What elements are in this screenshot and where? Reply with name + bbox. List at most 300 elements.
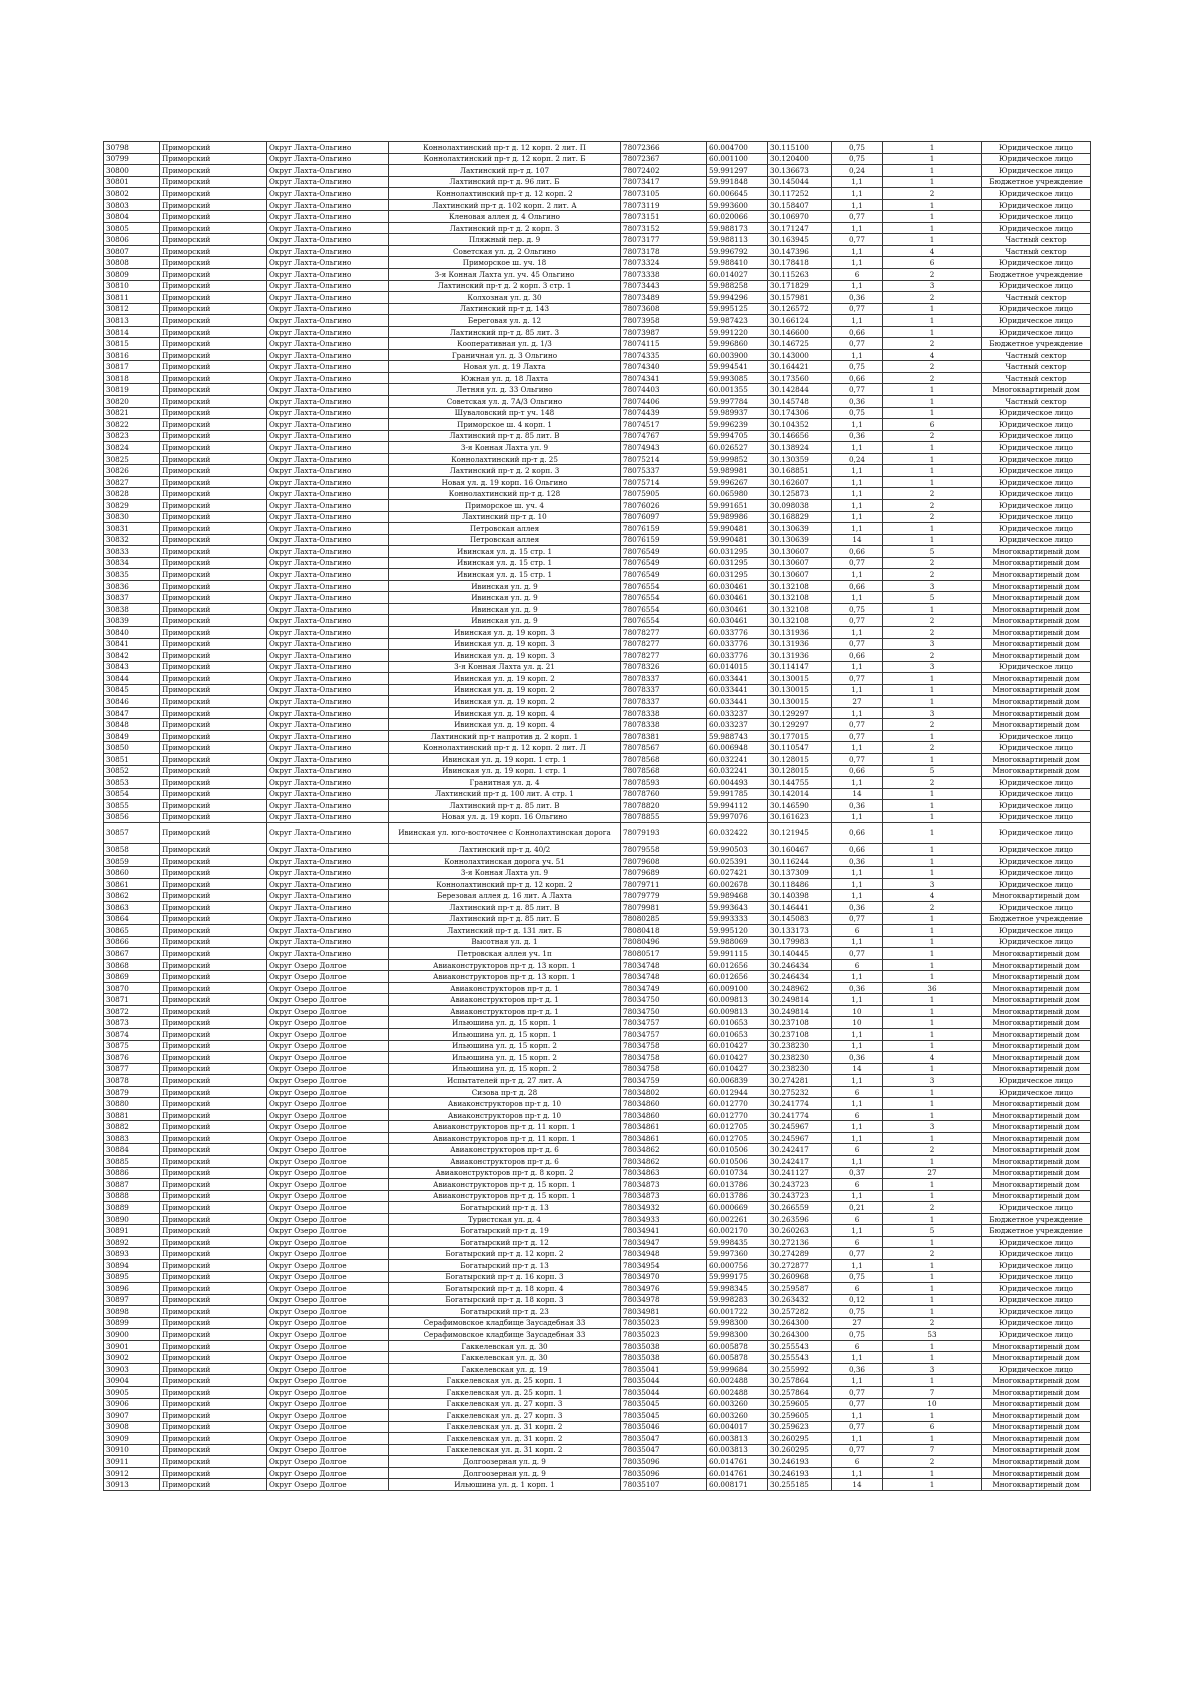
owner-type-cell: Юридическое лицо bbox=[982, 511, 1091, 523]
table-row bbox=[104, 245, 1091, 257]
owner-type-cell: Юридическое лицо bbox=[982, 165, 1091, 177]
longitude-cell: 30.238230 bbox=[768, 1052, 832, 1064]
code-cell: 78079689 bbox=[621, 867, 707, 879]
count-cell: 1 bbox=[883, 823, 982, 844]
owner-type-cell: Юридическое лицо bbox=[982, 1294, 1091, 1306]
longitude-cell: 30.117252 bbox=[768, 188, 832, 200]
code-cell: 78073489 bbox=[621, 292, 707, 304]
owner-type-cell: Юридическое лицо bbox=[982, 777, 1091, 789]
municipal-cell: Округ Лахта-Ольгино bbox=[267, 326, 389, 338]
area-cell: 0,77 bbox=[832, 1421, 883, 1433]
district-cell: Приморский bbox=[160, 902, 267, 914]
table-row bbox=[104, 592, 1091, 604]
owner-type-cell: Бюджетное учреждение bbox=[982, 1213, 1091, 1225]
owner-type-cell: Юридическое лицо bbox=[982, 742, 1091, 754]
table-row bbox=[104, 1375, 1091, 1387]
row-id-cell: 30843 bbox=[104, 661, 160, 673]
municipal-cell: Округ Лахта-Ольгино bbox=[267, 800, 389, 812]
municipal-cell: Округ Озеро Долгое bbox=[267, 1144, 389, 1156]
code-cell: 78035045 bbox=[621, 1410, 707, 1422]
count-cell: 1 bbox=[883, 534, 982, 546]
row-id-cell: 30818 bbox=[104, 372, 160, 384]
row-id-cell: 30884 bbox=[104, 1144, 160, 1156]
municipal-cell: Округ Лахта-Ольгино bbox=[267, 753, 389, 765]
address-cell: Долгоозерная ул. д. 9 bbox=[389, 1456, 621, 1468]
longitude-cell: 30.118486 bbox=[768, 878, 832, 890]
municipal-cell: Округ Озеро Долгое bbox=[267, 1283, 389, 1295]
longitude-cell: 30.136673 bbox=[768, 165, 832, 177]
latitude-cell: 60.033776 bbox=[707, 638, 768, 650]
longitude-cell: 30.130639 bbox=[768, 534, 832, 546]
longitude-cell: 30.130607 bbox=[768, 557, 832, 569]
table-row bbox=[104, 465, 1091, 477]
count-cell: 1 bbox=[883, 844, 982, 856]
count-cell: 1 bbox=[883, 1156, 982, 1168]
code-cell: 78034748 bbox=[621, 959, 707, 971]
code-cell: 78076554 bbox=[621, 603, 707, 615]
owner-type-cell: Юридическое лицо bbox=[982, 1329, 1091, 1341]
count-cell: 4 bbox=[883, 349, 982, 361]
latitude-cell: 60.010427 bbox=[707, 1052, 768, 1064]
code-cell: 78073443 bbox=[621, 280, 707, 292]
longitude-cell: 30.171829 bbox=[768, 280, 832, 292]
area-cell: 0,75 bbox=[832, 142, 883, 154]
district-cell: Приморский bbox=[160, 1225, 267, 1237]
count-cell: 4 bbox=[883, 245, 982, 257]
owner-type-cell: Юридическое лицо bbox=[982, 257, 1091, 269]
district-cell: Приморский bbox=[160, 1063, 267, 1075]
area-cell: 0,36 bbox=[832, 800, 883, 812]
row-id-cell: 30892 bbox=[104, 1236, 160, 1248]
longitude-cell: 30.130639 bbox=[768, 523, 832, 535]
municipal-cell: Округ Озеро Долгое bbox=[267, 1190, 389, 1202]
address-cell: Гаккелевская ул. д. 27 корп. 3 bbox=[389, 1410, 621, 1422]
longitude-cell: 30.274289 bbox=[768, 1248, 832, 1260]
municipal-cell: Округ Озеро Долгое bbox=[267, 1294, 389, 1306]
owner-type-cell: Юридическое лицо bbox=[982, 867, 1091, 879]
district-cell: Приморский bbox=[160, 465, 267, 477]
municipal-cell: Округ Лахта-Ольгино bbox=[267, 557, 389, 569]
row-id-cell: 30902 bbox=[104, 1352, 160, 1364]
district-cell: Приморский bbox=[160, 257, 267, 269]
address-cell: Серафимовское кладбище Заусадебная 33 bbox=[389, 1329, 621, 1341]
district-cell: Приморский bbox=[160, 338, 267, 350]
table-row bbox=[104, 1202, 1091, 1214]
code-cell: 78035038 bbox=[621, 1352, 707, 1364]
code-cell: 78073152 bbox=[621, 222, 707, 234]
table-row bbox=[104, 1259, 1091, 1271]
longitude-cell: 30.140398 bbox=[768, 890, 832, 902]
table-row bbox=[104, 557, 1091, 569]
code-cell: 78080418 bbox=[621, 925, 707, 937]
code-cell: 78074340 bbox=[621, 361, 707, 373]
owner-type-cell: Многоквартирный дом bbox=[982, 638, 1091, 650]
longitude-cell: 30.145044 bbox=[768, 176, 832, 188]
code-cell: 78073119 bbox=[621, 199, 707, 211]
row-id-cell: 30908 bbox=[104, 1421, 160, 1433]
latitude-cell: 60.032422 bbox=[707, 823, 768, 844]
row-id-cell: 30855 bbox=[104, 800, 160, 812]
count-cell: 5 bbox=[883, 1225, 982, 1237]
code-cell: 78074335 bbox=[621, 349, 707, 361]
area-cell: 6 bbox=[832, 1109, 883, 1121]
longitude-cell: 30.146725 bbox=[768, 338, 832, 350]
code-cell: 78075337 bbox=[621, 465, 707, 477]
latitude-cell: 59.993643 bbox=[707, 902, 768, 914]
table-row bbox=[104, 326, 1091, 338]
latitude-cell: 59.997076 bbox=[707, 811, 768, 823]
count-cell: 1 bbox=[883, 1236, 982, 1248]
area-cell: 1,1 bbox=[832, 1225, 883, 1237]
code-cell: 78034970 bbox=[621, 1271, 707, 1283]
municipal-cell: Округ Лахта-Ольгино bbox=[267, 534, 389, 546]
row-id-cell: 30883 bbox=[104, 1132, 160, 1144]
latitude-cell: 59.991297 bbox=[707, 165, 768, 177]
table-row bbox=[104, 1444, 1091, 1456]
longitude-cell: 30.260295 bbox=[768, 1444, 832, 1456]
code-cell: 78078337 bbox=[621, 684, 707, 696]
table-row bbox=[104, 603, 1091, 615]
latitude-cell: 60.003813 bbox=[707, 1444, 768, 1456]
code-cell: 78034941 bbox=[621, 1225, 707, 1237]
table-row bbox=[104, 948, 1091, 960]
row-id-cell: 30836 bbox=[104, 580, 160, 592]
district-cell: Приморский bbox=[160, 1294, 267, 1306]
code-cell: 78079981 bbox=[621, 902, 707, 914]
code-cell: 78078855 bbox=[621, 811, 707, 823]
area-cell: 0,77 bbox=[832, 615, 883, 627]
table-row bbox=[104, 855, 1091, 867]
district-cell: Приморский bbox=[160, 1259, 267, 1271]
row-id-cell: 30821 bbox=[104, 407, 160, 419]
row-id-cell: 30905 bbox=[104, 1386, 160, 1398]
latitude-cell: 60.033237 bbox=[707, 719, 768, 731]
code-cell: 78072367 bbox=[621, 153, 707, 165]
count-cell: 5 bbox=[883, 546, 982, 558]
row-id-cell: 30851 bbox=[104, 753, 160, 765]
municipal-cell: Округ Озеро Долгое bbox=[267, 1236, 389, 1248]
area-cell: 6 bbox=[832, 1236, 883, 1248]
municipal-cell: Округ Озеро Долгое bbox=[267, 1052, 389, 1064]
count-cell: 1 bbox=[883, 1283, 982, 1295]
row-id-cell: 30856 bbox=[104, 811, 160, 823]
municipal-cell: Округ Лахта-Ольгино bbox=[267, 742, 389, 754]
count-cell: 2 bbox=[883, 499, 982, 511]
latitude-cell: 60.010506 bbox=[707, 1144, 768, 1156]
district-cell: Приморский bbox=[160, 372, 267, 384]
owner-type-cell: Юридическое лицо bbox=[982, 315, 1091, 327]
longitude-cell: 30.157981 bbox=[768, 292, 832, 304]
count-cell: 7 bbox=[883, 1386, 982, 1398]
row-id-cell: 30815 bbox=[104, 338, 160, 350]
table-row bbox=[104, 696, 1091, 708]
owner-type-cell: Многоквартирный дом bbox=[982, 684, 1091, 696]
area-cell: 1,1 bbox=[832, 188, 883, 200]
count-cell: 2 bbox=[883, 1317, 982, 1329]
longitude-cell: 30.138924 bbox=[768, 442, 832, 454]
count-cell: 1 bbox=[883, 176, 982, 188]
owner-type-cell: Юридическое лицо bbox=[982, 465, 1091, 477]
municipal-cell: Округ Лахта-Ольгино bbox=[267, 303, 389, 315]
row-id-cell: 30835 bbox=[104, 569, 160, 581]
row-id-cell: 30804 bbox=[104, 211, 160, 223]
district-cell: Приморский bbox=[160, 878, 267, 890]
table-row bbox=[104, 811, 1091, 823]
longitude-cell: 30.168829 bbox=[768, 511, 832, 523]
longitude-cell: 30.130607 bbox=[768, 546, 832, 558]
count-cell: 53 bbox=[883, 1329, 982, 1341]
area-cell: 6 bbox=[832, 925, 883, 937]
address-cell: Ивинская ул. д. 19 корп. 3 bbox=[389, 650, 621, 662]
municipal-cell: Округ Лахта-Ольгино bbox=[267, 199, 389, 211]
longitude-cell: 30.114147 bbox=[768, 661, 832, 673]
longitude-cell: 30.132108 bbox=[768, 580, 832, 592]
municipal-cell: Округ Лахта-Ольгино bbox=[267, 465, 389, 477]
row-id-cell: 30906 bbox=[104, 1398, 160, 1410]
municipal-cell: Округ Лахта-Ольгино bbox=[267, 626, 389, 638]
count-cell: 1 bbox=[883, 465, 982, 477]
count-cell: 3 bbox=[883, 1363, 982, 1375]
table-row bbox=[104, 1167, 1091, 1179]
longitude-cell: 30.260968 bbox=[768, 1271, 832, 1283]
code-cell: 78034954 bbox=[621, 1259, 707, 1271]
longitude-cell: 30.238230 bbox=[768, 1063, 832, 1075]
row-id-cell: 30875 bbox=[104, 1040, 160, 1052]
row-id-cell: 30894 bbox=[104, 1259, 160, 1271]
owner-type-cell: Многоквартирный дом bbox=[982, 959, 1091, 971]
address-cell: Ивинская ул. д. 9 bbox=[389, 580, 621, 592]
district-cell: Приморский bbox=[160, 1248, 267, 1260]
municipal-cell: Округ Озеро Долгое bbox=[267, 1329, 389, 1341]
address-cell: Лахтинский пр-т д. 143 bbox=[389, 303, 621, 315]
municipal-cell: Округ Озеро Долгое bbox=[267, 1202, 389, 1214]
table-row bbox=[104, 1179, 1091, 1191]
code-cell: 78075905 bbox=[621, 488, 707, 500]
table-row bbox=[104, 742, 1091, 754]
district-cell: Приморский bbox=[160, 407, 267, 419]
address-cell: Долгоозерная ул. д. 9 bbox=[389, 1467, 621, 1479]
municipal-cell: Округ Лахта-Ольгино bbox=[267, 913, 389, 925]
address-cell: Гаккелевская ул. д. 31 корп. 2 bbox=[389, 1433, 621, 1445]
table-row bbox=[104, 1040, 1091, 1052]
district-cell: Приморский bbox=[160, 765, 267, 777]
latitude-cell: 60.012944 bbox=[707, 1086, 768, 1098]
longitude-cell: 30.246193 bbox=[768, 1467, 832, 1479]
table-row bbox=[104, 913, 1091, 925]
latitude-cell: 59.988258 bbox=[707, 280, 768, 292]
municipal-cell: Округ Лахта-Ольгино bbox=[267, 419, 389, 431]
owner-type-cell: Частный сектор bbox=[982, 292, 1091, 304]
code-cell: 78076554 bbox=[621, 615, 707, 627]
latitude-cell: 60.006645 bbox=[707, 188, 768, 200]
longitude-cell: 30.130015 bbox=[768, 684, 832, 696]
longitude-cell: 30.257864 bbox=[768, 1386, 832, 1398]
municipal-cell: Округ Лахта-Ольгино bbox=[267, 523, 389, 535]
municipal-cell: Округ Лахта-Ольгино bbox=[267, 499, 389, 511]
table-row bbox=[104, 1294, 1091, 1306]
count-cell: 3 bbox=[883, 1121, 982, 1133]
address-cell: Гаккелевская ул. д. 19 bbox=[389, 1363, 621, 1375]
address-cell: Коннолахтинский пр-т д. 128 bbox=[389, 488, 621, 500]
latitude-cell: 59.993333 bbox=[707, 913, 768, 925]
district-cell: Приморский bbox=[160, 1167, 267, 1179]
count-cell: 2 bbox=[883, 902, 982, 914]
municipal-cell: Округ Лахта-Ольгино bbox=[267, 176, 389, 188]
code-cell: 78078820 bbox=[621, 800, 707, 812]
row-id-cell: 30866 bbox=[104, 936, 160, 948]
area-cell: 27 bbox=[832, 696, 883, 708]
area-cell: 6 bbox=[832, 1456, 883, 1468]
count-cell: 1 bbox=[883, 1005, 982, 1017]
table-row bbox=[104, 1271, 1091, 1283]
count-cell: 3 bbox=[883, 878, 982, 890]
address-cell: Ивинская ул. д. 19 корп. 2 bbox=[389, 673, 621, 685]
code-cell: 78034759 bbox=[621, 1075, 707, 1087]
code-cell: 78080517 bbox=[621, 948, 707, 960]
area-cell: 0,77 bbox=[832, 673, 883, 685]
longitude-cell: 30.237108 bbox=[768, 1029, 832, 1041]
longitude-cell: 30.179983 bbox=[768, 936, 832, 948]
district-cell: Приморский bbox=[160, 1098, 267, 1110]
address-cell: Коннолахтинский пр-т д. 25 bbox=[389, 453, 621, 465]
municipal-cell: Округ Лахта-Ольгино bbox=[267, 349, 389, 361]
table-row bbox=[104, 1479, 1091, 1491]
district-cell: Приморский bbox=[160, 1086, 267, 1098]
owner-type-cell: Многоквартирный дом bbox=[982, 971, 1091, 983]
count-cell: 3 bbox=[883, 707, 982, 719]
district-cell: Приморский bbox=[160, 603, 267, 615]
code-cell: 78035045 bbox=[621, 1398, 707, 1410]
owner-type-cell: Юридическое лицо bbox=[982, 142, 1091, 154]
district-cell: Приморский bbox=[160, 476, 267, 488]
owner-type-cell: Многоквартирный дом bbox=[982, 1179, 1091, 1191]
owner-type-cell: Многоквартирный дом bbox=[982, 569, 1091, 581]
district-cell: Приморский bbox=[160, 913, 267, 925]
owner-type-cell: Юридическое лицо bbox=[982, 1259, 1091, 1271]
code-cell: 78074403 bbox=[621, 384, 707, 396]
longitude-cell: 30.104352 bbox=[768, 419, 832, 431]
table-row bbox=[104, 569, 1091, 581]
code-cell: 78034757 bbox=[621, 1029, 707, 1041]
address-cell: Ивинская ул. д. 9 bbox=[389, 603, 621, 615]
latitude-cell: 60.014027 bbox=[707, 269, 768, 281]
latitude-cell: 59.996239 bbox=[707, 419, 768, 431]
row-id-cell: 30865 bbox=[104, 925, 160, 937]
owner-type-cell: Частный сектор bbox=[982, 396, 1091, 408]
municipal-cell: Округ Лахта-Ольгино bbox=[267, 280, 389, 292]
owner-type-cell: Многоквартирный дом bbox=[982, 1052, 1091, 1064]
code-cell: 78076549 bbox=[621, 546, 707, 558]
address-cell: Ивинская ул. д. 15 стр. 1 bbox=[389, 557, 621, 569]
table-row bbox=[104, 153, 1091, 165]
table-body bbox=[104, 142, 1091, 1491]
latitude-cell: 59.999684 bbox=[707, 1363, 768, 1375]
latitude-cell: 60.010427 bbox=[707, 1063, 768, 1075]
district-cell: Приморский bbox=[160, 534, 267, 546]
latitude-cell: 59.991785 bbox=[707, 788, 768, 800]
area-cell: 6 bbox=[832, 959, 883, 971]
row-id-cell: 30850 bbox=[104, 742, 160, 754]
area-cell: 0,77 bbox=[832, 557, 883, 569]
count-cell: 1 bbox=[883, 696, 982, 708]
owner-type-cell: Юридическое лицо bbox=[982, 1283, 1091, 1295]
code-cell: 78073338 bbox=[621, 269, 707, 281]
row-id-cell: 30801 bbox=[104, 176, 160, 188]
count-cell: 1 bbox=[883, 1132, 982, 1144]
longitude-cell: 30.146441 bbox=[768, 902, 832, 914]
district-cell: Приморский bbox=[160, 1410, 267, 1422]
district-cell: Приморский bbox=[160, 1317, 267, 1329]
owner-type-cell: Многоквартирный дом bbox=[982, 615, 1091, 627]
district-cell: Приморский bbox=[160, 971, 267, 983]
district-cell: Приморский bbox=[160, 615, 267, 627]
count-cell: 2 bbox=[883, 1202, 982, 1214]
code-cell: 78078567 bbox=[621, 742, 707, 754]
district-cell: Приморский bbox=[160, 1190, 267, 1202]
latitude-cell: 60.003813 bbox=[707, 1433, 768, 1445]
row-id-cell: 30819 bbox=[104, 384, 160, 396]
table-row bbox=[104, 269, 1091, 281]
row-id-cell: 30834 bbox=[104, 557, 160, 569]
longitude-cell: 30.130607 bbox=[768, 569, 832, 581]
code-cell: 78076159 bbox=[621, 534, 707, 546]
row-id-cell: 30827 bbox=[104, 476, 160, 488]
code-cell: 78034862 bbox=[621, 1156, 707, 1168]
area-cell: 6 bbox=[832, 1086, 883, 1098]
code-cell: 78073608 bbox=[621, 303, 707, 315]
code-cell: 78035044 bbox=[621, 1386, 707, 1398]
address-cell: Испытателей пр-т д. 27 лит. А bbox=[389, 1075, 621, 1087]
area-cell: 0,77 bbox=[832, 719, 883, 731]
row-id-cell: 30807 bbox=[104, 245, 160, 257]
row-id-cell: 30805 bbox=[104, 222, 160, 234]
owner-type-cell: Многоквартирный дом bbox=[982, 1063, 1091, 1075]
row-id-cell: 30817 bbox=[104, 361, 160, 373]
table-row bbox=[104, 211, 1091, 223]
count-cell: 1 bbox=[883, 153, 982, 165]
longitude-cell: 30.142014 bbox=[768, 788, 832, 800]
latitude-cell: 59.999852 bbox=[707, 453, 768, 465]
code-cell: 78078337 bbox=[621, 673, 707, 685]
address-cell: Авиаконструкторов пр-т д. 11 корп. 1 bbox=[389, 1121, 621, 1133]
row-id-cell: 30823 bbox=[104, 430, 160, 442]
longitude-cell: 30.272877 bbox=[768, 1259, 832, 1271]
municipal-cell: Округ Лахта-Ольгино bbox=[267, 684, 389, 696]
municipal-cell: Округ Лахта-Ольгино bbox=[267, 372, 389, 384]
count-cell: 2 bbox=[883, 430, 982, 442]
latitude-cell: 60.065980 bbox=[707, 488, 768, 500]
longitude-cell: 30.245967 bbox=[768, 1132, 832, 1144]
count-cell: 1 bbox=[883, 1410, 982, 1422]
latitude-cell: 59.988113 bbox=[707, 234, 768, 246]
address-cell: Ильюшина ул. д. 15 корп. 2 bbox=[389, 1040, 621, 1052]
longitude-cell: 30.259623 bbox=[768, 1421, 832, 1433]
row-id-cell: 30806 bbox=[104, 234, 160, 246]
address-cell: Ивинская ул. д. 19 корп. 1 стр. 1 bbox=[389, 765, 621, 777]
count-cell: 1 bbox=[883, 603, 982, 615]
longitude-cell: 30.174306 bbox=[768, 407, 832, 419]
table-row bbox=[104, 1156, 1091, 1168]
code-cell: 78076159 bbox=[621, 523, 707, 535]
owner-type-cell: Юридическое лицо bbox=[982, 199, 1091, 211]
latitude-cell: 59.990481 bbox=[707, 523, 768, 535]
area-cell: 14 bbox=[832, 534, 883, 546]
code-cell: 78034758 bbox=[621, 1063, 707, 1075]
area-cell: 1,1 bbox=[832, 661, 883, 673]
area-cell: 0,75 bbox=[832, 153, 883, 165]
address-cell: Лахтинский пр-т д. 96 лит. Б bbox=[389, 176, 621, 188]
area-cell: 14 bbox=[832, 1479, 883, 1491]
